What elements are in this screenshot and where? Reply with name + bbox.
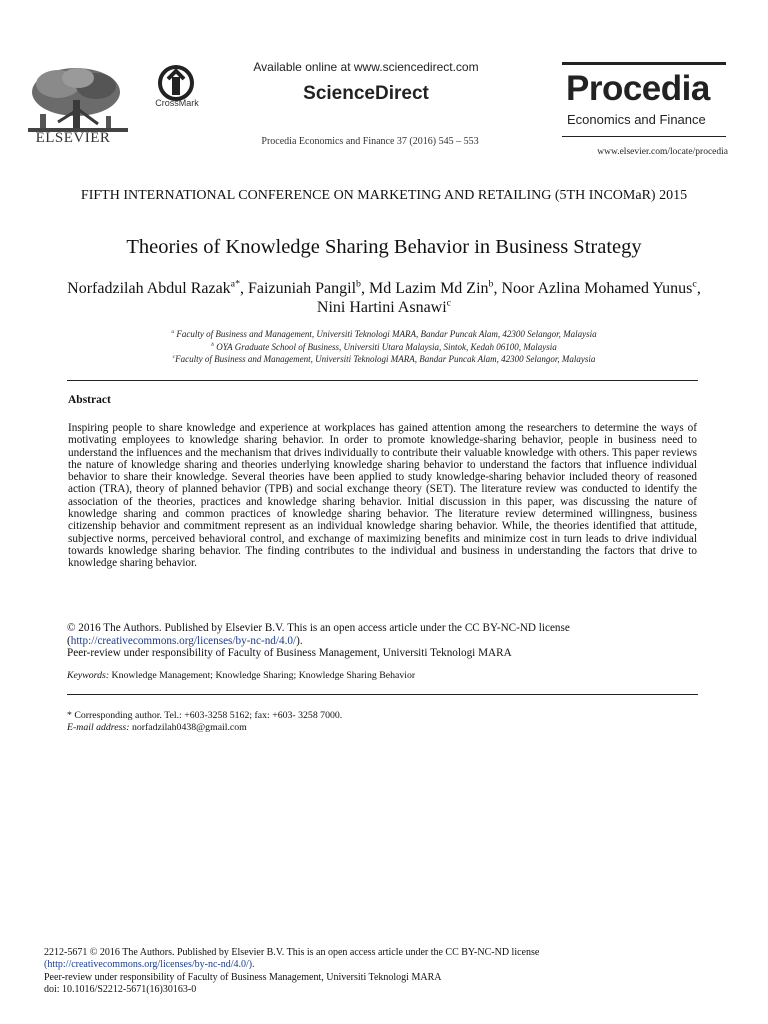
author-affiliation-marker: c	[692, 278, 697, 290]
corresponding-author-contact: * Corresponding author. Tel.: +603-3258 5162; fax: +603- 3258 7000.	[67, 710, 343, 721]
author-affiliation-marker: c	[446, 297, 452, 309]
affiliation-marker: c	[172, 354, 176, 360]
keywords-value: Knowledge Management; Knowledge Sharing; Knowledge Sharing Behavior	[109, 670, 416, 681]
paper-title: Theories of Knowledge Sharing Behavior in Business Strategy	[126, 236, 642, 258]
author-separator: ,	[240, 280, 249, 297]
affiliation-text: OYA Graduate School of Business, Universiti Utara Malaysia, Sintok, Kedah 06100, Malaysia	[214, 341, 557, 352]
sciencedirect-logo[interactable]: ScienceDirect	[303, 83, 429, 104]
page-footer	[44, 947, 744, 997]
affiliation-line	[60, 341, 708, 354]
email-line	[67, 722, 698, 734]
affiliation-list	[60, 328, 708, 366]
license-link-line	[67, 635, 698, 648]
license-line: © 2016 The Authors. Published by Elsevier B.V. This is an open access article under the CC BY-NC-ND license	[67, 622, 570, 634]
footer-license-link[interactable]: (http://creativecommons.org/licenses/by-nc-nd/4.0/).	[44, 959, 255, 971]
abstract-text: Inspiring people to share knowledge and experience at workplaces has gained attention among the researchers to determine the ways of motivating employees to knowledge sharing behavior. In order to promote knowledge-sharing behavior, people in business need to understand the influences and the mechanism that drives individually to contribute their valuable knowledge with others. This paper reviews the nature of knowledge sharing and theories underlying knowledge sharing behavior to understand the factors that influence individual behavior to share their knowledge. Several theories have been applied to study knowledge-sharing behavior included theory of reasoned action (TRA), theory of planned behavior (TPB) and social exchange theory (SET). The literature review was conducted to identify the association of the theories, practices and knowledge sharing behavior. Initial discussion in this paper, was discussing the nature of knowledge sharing and common practices of knowledge sharing behavior. The literature review determined willingness, business citizenship behavior and commitment represent as an individual knowledge sharing behavior. While, the theories identified that attitude, subjective norms, perceived behavioral control, and exchange of maximizing benefits and minimize cost in turn leads to drive individual towards knowledge sharing behavior. The finding contributes to the individual and business in understanding the factors that drive to knowledge sharing behavior.	[68, 422, 697, 570]
license-statement	[67, 622, 698, 660]
author-separator: ,	[493, 280, 502, 297]
procedia-logo-title: Procedia	[566, 69, 710, 108]
footer-doi[interactable]: doi: 10.1016/S2212-5671(16)30163-0	[44, 984, 197, 996]
footer-copyright: 2212-5671 © 2016 The Authors. Published by Elsevier B.V. This is an open access article under the CC BY-NC-ND license	[44, 947, 540, 958]
journal-url[interactable]: www.elsevier.com/locate/procedia	[597, 147, 728, 157]
author-list	[60, 279, 708, 317]
license-link[interactable]: http://creativecommons.org/licenses/by-nc-nd/4.0/	[70, 634, 297, 647]
email-label: E-mail address:	[67, 722, 130, 733]
procedia-top-rule	[562, 62, 726, 65]
affiliation-marker: b	[211, 341, 215, 348]
author-separator: ,	[696, 280, 701, 297]
affiliation-text: Faculty of Business and Management, Universiti Teknologi MARA, Bandar Puncak Alam, 42300 Selangor, Malaysia	[175, 354, 596, 364]
available-online-text[interactable]: Available online at www.sciencedirect.com	[253, 60, 479, 74]
author-separator: ,	[360, 280, 369, 297]
author-name: Noor Azlina Mohamed Yunus	[501, 280, 693, 297]
author-affiliation-marker: a*	[230, 278, 241, 290]
keywords-bottom-rule	[67, 694, 698, 695]
affiliation-line	[60, 353, 708, 366]
peer-review-line: Peer-review under responsibility of Faculty of Business Management, Universiti Teknologi MARA	[67, 647, 512, 659]
abstract-heading: Abstract	[68, 394, 111, 406]
license-link-suffix: ).	[296, 634, 303, 647]
procedia-logo-subtitle: Economics and Finance	[567, 112, 706, 127]
crossmark-label: CrossMark	[155, 98, 199, 108]
keywords-label: Keywords:	[67, 670, 110, 681]
license-link-prefix: (	[67, 634, 71, 647]
author-name: Md Lazim Md Zin	[368, 280, 489, 297]
journal-reference: Procedia Economics and Finance 37 (2016) 545 – 553	[261, 136, 479, 147]
footer-peer-review: Peer-review under responsibility of Faculty of Business Management, Universiti Teknologi MARA	[44, 971, 442, 983]
author-name: Nini Hartini Asnawi	[316, 299, 447, 316]
affiliation-text: Faculty of Business and Management, Universiti Teknologi MARA, Bandar Puncak Alam, 42300 Selangor, Malaysia	[174, 329, 597, 339]
abstract-top-rule	[67, 380, 698, 381]
author-affiliation-marker: b	[488, 278, 494, 290]
email-address[interactable]: norfadzilah0438@gmail.com	[129, 722, 247, 733]
author-name: Faizuniah Pangil	[248, 280, 357, 297]
elsevier-wordmark: ELSEVIER	[35, 130, 111, 146]
keywords-line	[67, 670, 698, 681]
affiliation-line	[60, 328, 708, 341]
author-affiliation-marker: b	[356, 278, 361, 290]
affiliation-marker: a	[171, 329, 175, 335]
conference-name: FIFTH INTERNATIONAL CONFERENCE ON MARKETING AND RETAILING (5TH INCOMaR) 2015	[80, 188, 688, 203]
corresponding-author-note	[67, 710, 698, 734]
procedia-bottom-rule	[562, 136, 726, 137]
author-name: Norfadzilah Abdul Razak	[67, 280, 231, 297]
